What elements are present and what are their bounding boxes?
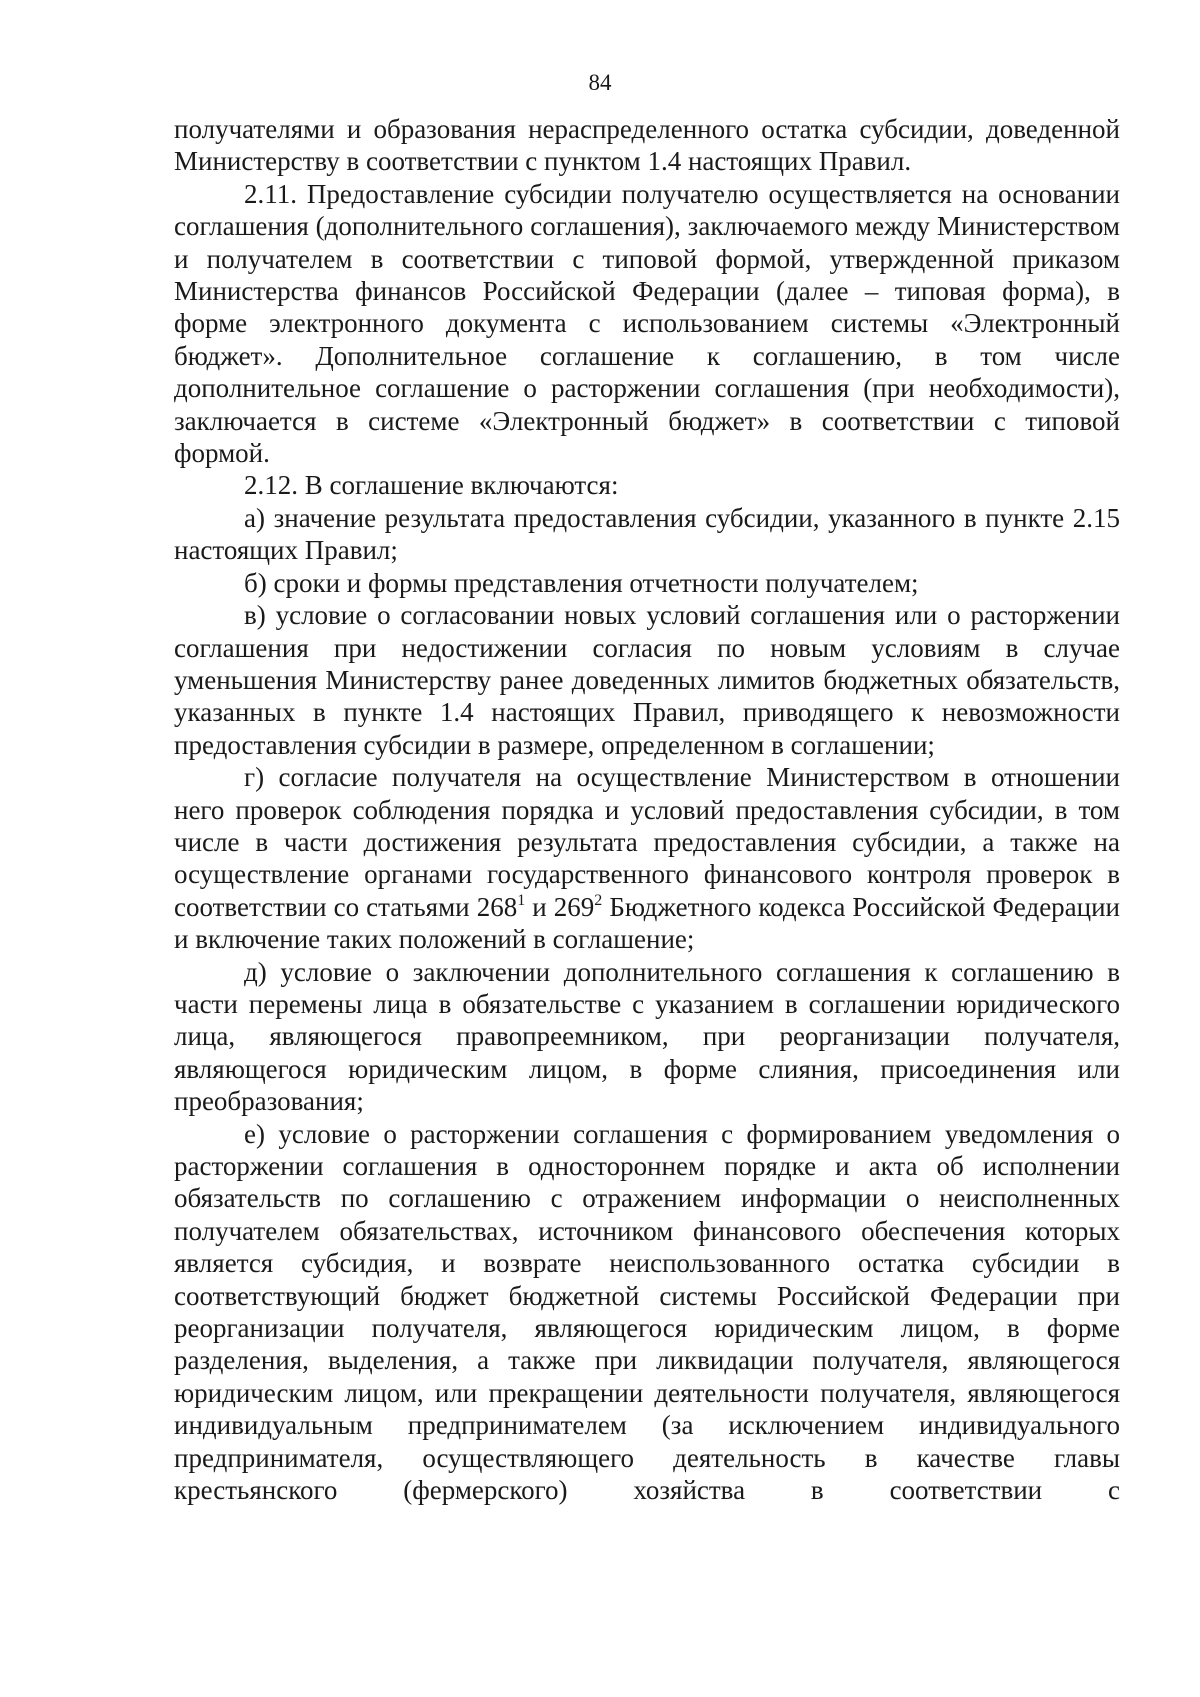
list-item-g-text-3: Бюджетного кодекса Российской Федерации и включение таких положений в соглашение;	[174, 891, 1121, 955]
list-item-a: а) значение результата предоставления субсидии, указанного в пункте 2.15 настоящих Правил;	[174, 502, 1120, 566]
list-item-d: д) условие о заключении дополнительного соглашения к соглашению в части перемены лица в обязательстве с указанием в соглашении юридического лица, являющегося правопреемником, при реорганизации получателя, являющегося юридическим лицом, в форме слияния, присоединения или преобразования;	[174, 956, 1120, 1117]
paragraph-continuation: получателями и образования нераспределенного остатка субсидии, доведенной Министерству в соответствии с пунктом 1.4 настоящих Правил.	[174, 114, 1120, 177]
list-item-e: е) условие о расторжении соглашения с формированием уведомления о расторжении соглашения в одностороннем порядке и акта об исполнении обязательств по соглашению с отражением информации о неисполненных получателем обязательствах, источником финансового обеспечения которых является субсидия, и возврате неиспользованного остатка субсидии в соответствующий бюджет бюджетной системы Российской Федерации при реорганизации получателя, являющегося юридическим лицом, в форме разделения, выделения, а также при ликвидации получателя, являющегося юридическим лицом, или прекращении деятельности получателя, являющегося индивидуальным предпринимателем (за исключением индивидуального предпринимателя, осуществляющего деятельность в качестве главы крестьянского (фермерского) хозяйства в соответствии с	[174, 1118, 1120, 1506]
page-number: 84	[588, 70, 612, 95]
paragraph-2-12: 2.12. В соглашение включаются:	[244, 470, 619, 501]
list-item-g	[174, 761, 1120, 955]
paragraph-2-11: 2.11. Предоставление субсидии получателю осуществляется на основании соглашения (дополнительного соглашения), заключаемого между Министерством и получателем в соответствии с типовой формой, утвержденной приказом Министерства финансов Российской Федерации (далее – типовая форма), в форме электронного документа с использованием системы «Электронный бюджет». Дополнительное соглашение к соглашению, в том числе дополнительное соглашение о расторжении соглашения (при необходимости), заключается в системе «Электронный бюджет» в соответствии с типовой формой.	[174, 178, 1120, 469]
list-item-g-text-2: и 269	[525, 891, 595, 922]
list-item-v: в) условие о согласовании новых условий соглашения или о расторжении соглашения при недостижении согласия по новым условиям в случае уменьшения Министерству ранее доведенных лимитов бюджетных обязательств, указанных в пункте 1.4 настоящих Правил, приводящего к невозможности предоставления субсидии в размере, определенном в соглашении;	[174, 600, 1120, 760]
list-item-g-text-1: г) согласие получателя на осуществление Министерством в отношении него проверок соблюдения порядка и условий предоставления субсидии, в том числе в части достижения результата предоставления субсидии, а также на осуществление органами государственного финансового контроля проверок в соответствии со статьями 268	[174, 762, 1120, 922]
superscript-2: 2	[594, 891, 603, 909]
document-body	[174, 113, 1120, 1506]
superscript-1: 1	[517, 891, 526, 909]
list-item-b: б) сроки и формы представления отчетности получателем;	[244, 567, 919, 598]
